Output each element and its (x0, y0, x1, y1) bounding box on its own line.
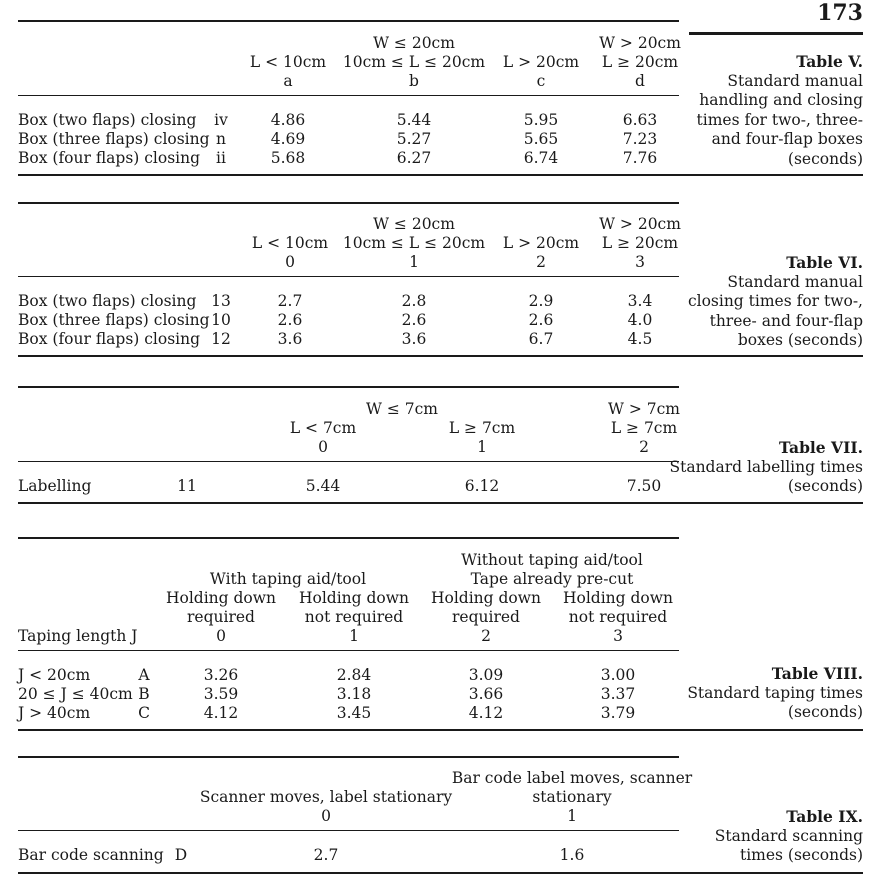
col-code: 2 (481, 627, 491, 645)
cell: 2.6 (401, 311, 427, 329)
cell: 4.69 (270, 130, 306, 148)
header-rule (18, 650, 679, 651)
cell: 2.9 (528, 292, 554, 310)
table-bottom-rule (18, 502, 863, 504)
col-d-header-2: L ≥ 20cm (601, 53, 679, 71)
table-top-rule (18, 537, 679, 539)
header-rule (18, 830, 679, 831)
cell: 7.76 (622, 149, 658, 167)
row-code: 12 (211, 330, 231, 348)
row-label: Box (two flaps) closing (18, 111, 197, 129)
cell: 4.86 (270, 111, 306, 129)
col-c-code: 2 (536, 253, 546, 271)
cell: 3.59 (203, 685, 239, 703)
cell: 5.95 (523, 111, 559, 129)
col-c-header-2: L ≥ 7cm (610, 419, 678, 437)
col-code: 3 (613, 627, 623, 645)
table-bottom-rule (18, 355, 863, 357)
col-d-code: 3 (635, 253, 645, 271)
col-a-code: a (283, 72, 293, 90)
header-rule (18, 95, 679, 96)
header-rule (689, 32, 863, 35)
group-header-2b: Tape already pre-cut (470, 570, 634, 588)
header-rule (18, 276, 679, 277)
col-d-header-1: W > 20cm (599, 34, 681, 52)
row-label: Box (four flaps) closing (18, 149, 201, 167)
cell: 5.44 (396, 111, 432, 129)
table-description: Standard labelling times (seconds) (669, 457, 863, 495)
row-label: Box (three flaps) closing (18, 311, 210, 329)
row-code: 13 (211, 292, 231, 310)
table-top-rule (18, 202, 679, 204)
col-b-code: b (409, 72, 419, 90)
col-b-header-1: W ≤ 20cm (373, 215, 455, 233)
col-b-header-2: 10cm ≤ L ≤ 20cm (342, 234, 486, 252)
cell: 2.8 (401, 292, 427, 310)
cell: 2.7 (313, 846, 339, 864)
row-label: Box (three flaps) closing (18, 130, 210, 148)
row-code: C (138, 704, 150, 722)
cell: 7.23 (622, 130, 658, 148)
col-header-2: not required (304, 608, 404, 626)
row-code: 10 (211, 311, 231, 329)
header-rule (18, 461, 679, 462)
row-code: 11 (177, 477, 197, 495)
table-caption (688, 253, 863, 351)
cell: 3.18 (336, 685, 372, 703)
table-caption (697, 52, 863, 169)
cell: 5.44 (305, 477, 341, 495)
table-bottom-rule (18, 729, 863, 731)
col-a-header-2: L < 10cm (251, 234, 329, 252)
col-a-code: 0 (285, 253, 295, 271)
col-header-1: Holding down (562, 589, 674, 607)
cell: 2.7 (277, 292, 303, 310)
table-description: Standard taping times (seconds) (687, 683, 863, 721)
cell: 5.27 (396, 130, 432, 148)
col-header-2: not required (568, 608, 668, 626)
col-d-code: d (635, 72, 645, 90)
group-header-2a: Without taping aid/tool (461, 551, 643, 569)
col-code: 0 (216, 627, 226, 645)
table-caption (687, 664, 863, 723)
cell: 3.37 (600, 685, 636, 703)
table-top-rule (18, 386, 679, 388)
cell: 3.79 (600, 704, 636, 722)
table-description: Standard scanning times (seconds) (714, 826, 863, 864)
col-group-header: W ≤ 7cm (365, 400, 439, 418)
stub-header: Taping length J (18, 627, 138, 645)
table-title: Table VI. (786, 253, 863, 272)
col-a-header-1: Scanner moves, label stationary (199, 788, 453, 806)
col-c-code: c (536, 72, 546, 90)
cell: 4.12 (468, 704, 504, 722)
row-code: D (174, 846, 188, 864)
col-c-header-2: L > 20cm (502, 53, 580, 71)
table-title: Table VIII. (771, 664, 863, 683)
table-title: Table VII. (778, 438, 863, 457)
row-label: J < 20cm (18, 666, 91, 684)
cell: 3.6 (401, 330, 427, 348)
row-code: ii (216, 149, 226, 167)
col-b-header-2: 10cm ≤ L ≤ 20cm (342, 53, 486, 71)
col-b-code: 1 (567, 807, 577, 825)
col-header-2: required (187, 608, 255, 626)
table-title: Table IX. (786, 807, 863, 826)
cell: 4.0 (627, 311, 653, 329)
row-label: Bar code scanning (18, 846, 164, 864)
cell: 3.6 (277, 330, 303, 348)
cell: 3.26 (203, 666, 239, 684)
row-label: Box (four flaps) closing (18, 330, 201, 348)
cell: 2.6 (528, 311, 554, 329)
col-b-header-1b: stationary (532, 788, 612, 806)
cell: 3.00 (600, 666, 636, 684)
cell: 6.27 (396, 149, 432, 167)
col-d-header-2: L ≥ 20cm (601, 234, 679, 252)
cell: 4.12 (203, 704, 239, 722)
cell: 7.50 (626, 477, 662, 495)
table-caption (715, 807, 863, 866)
row-code: n (216, 130, 226, 148)
row-label: Box (two flaps) closing (18, 292, 197, 310)
cell: 2.6 (277, 311, 303, 329)
cell: 5.65 (523, 130, 559, 148)
col-a-header-2: L < 10cm (249, 53, 327, 71)
table-description: Standard manual handling and closing times for two-, three- and four-flap boxes (seconds) (696, 71, 863, 168)
table-top-rule (18, 20, 679, 22)
col-a-code: 0 (321, 807, 331, 825)
table-top-rule (18, 756, 679, 758)
col-header-1: Holding down (165, 589, 277, 607)
row-label: Labelling (18, 477, 92, 495)
cell: 1.6 (559, 846, 585, 864)
cell: 6.74 (523, 149, 559, 167)
col-a-header-2: L < 7cm (289, 419, 357, 437)
cell: 2.84 (336, 666, 372, 684)
row-code: iv (214, 111, 228, 129)
page-number: 173 (817, 0, 863, 26)
cell: 6.7 (528, 330, 554, 348)
row-label: J > 40cm (18, 704, 91, 722)
col-b-code: 1 (477, 438, 487, 456)
cell: 6.12 (464, 477, 500, 495)
row-label: 20 ≤ J ≤ 40cm (18, 685, 133, 703)
table-bottom-rule (18, 174, 863, 176)
col-b-header-2: L ≥ 7cm (448, 419, 516, 437)
cell: 4.5 (627, 330, 653, 348)
cell: 5.68 (270, 149, 306, 167)
col-c-header-1: W > 7cm (607, 400, 681, 418)
col-b-header-1: Bar code label moves, scanner (451, 769, 693, 787)
col-header-1: Holding down (430, 589, 542, 607)
col-d-header-1: W > 20cm (599, 215, 681, 233)
row-code: A (138, 666, 150, 684)
col-a-code: 0 (318, 438, 328, 456)
cell: 3.45 (336, 704, 372, 722)
col-b-header-1: W ≤ 20cm (373, 34, 455, 52)
cell: 3.66 (468, 685, 504, 703)
col-b-code: 1 (409, 253, 419, 271)
row-code: B (138, 685, 150, 703)
group-header-1: With taping aid/tool (209, 570, 367, 588)
col-c-code: 2 (639, 438, 649, 456)
cell: 3.4 (627, 292, 653, 310)
table-bottom-rule (18, 872, 863, 874)
cell: 6.63 (622, 111, 658, 129)
table-title: Table V. (796, 52, 863, 71)
cell: 3.09 (468, 666, 504, 684)
col-header-1: Holding down (298, 589, 410, 607)
col-c-header-2: L > 20cm (502, 234, 580, 252)
col-code: 1 (349, 627, 359, 645)
table-caption (669, 438, 863, 497)
table-description: Standard manual closing times for two-, three- and four-flap boxes (seconds) (687, 272, 863, 349)
col-header-2: required (452, 608, 520, 626)
